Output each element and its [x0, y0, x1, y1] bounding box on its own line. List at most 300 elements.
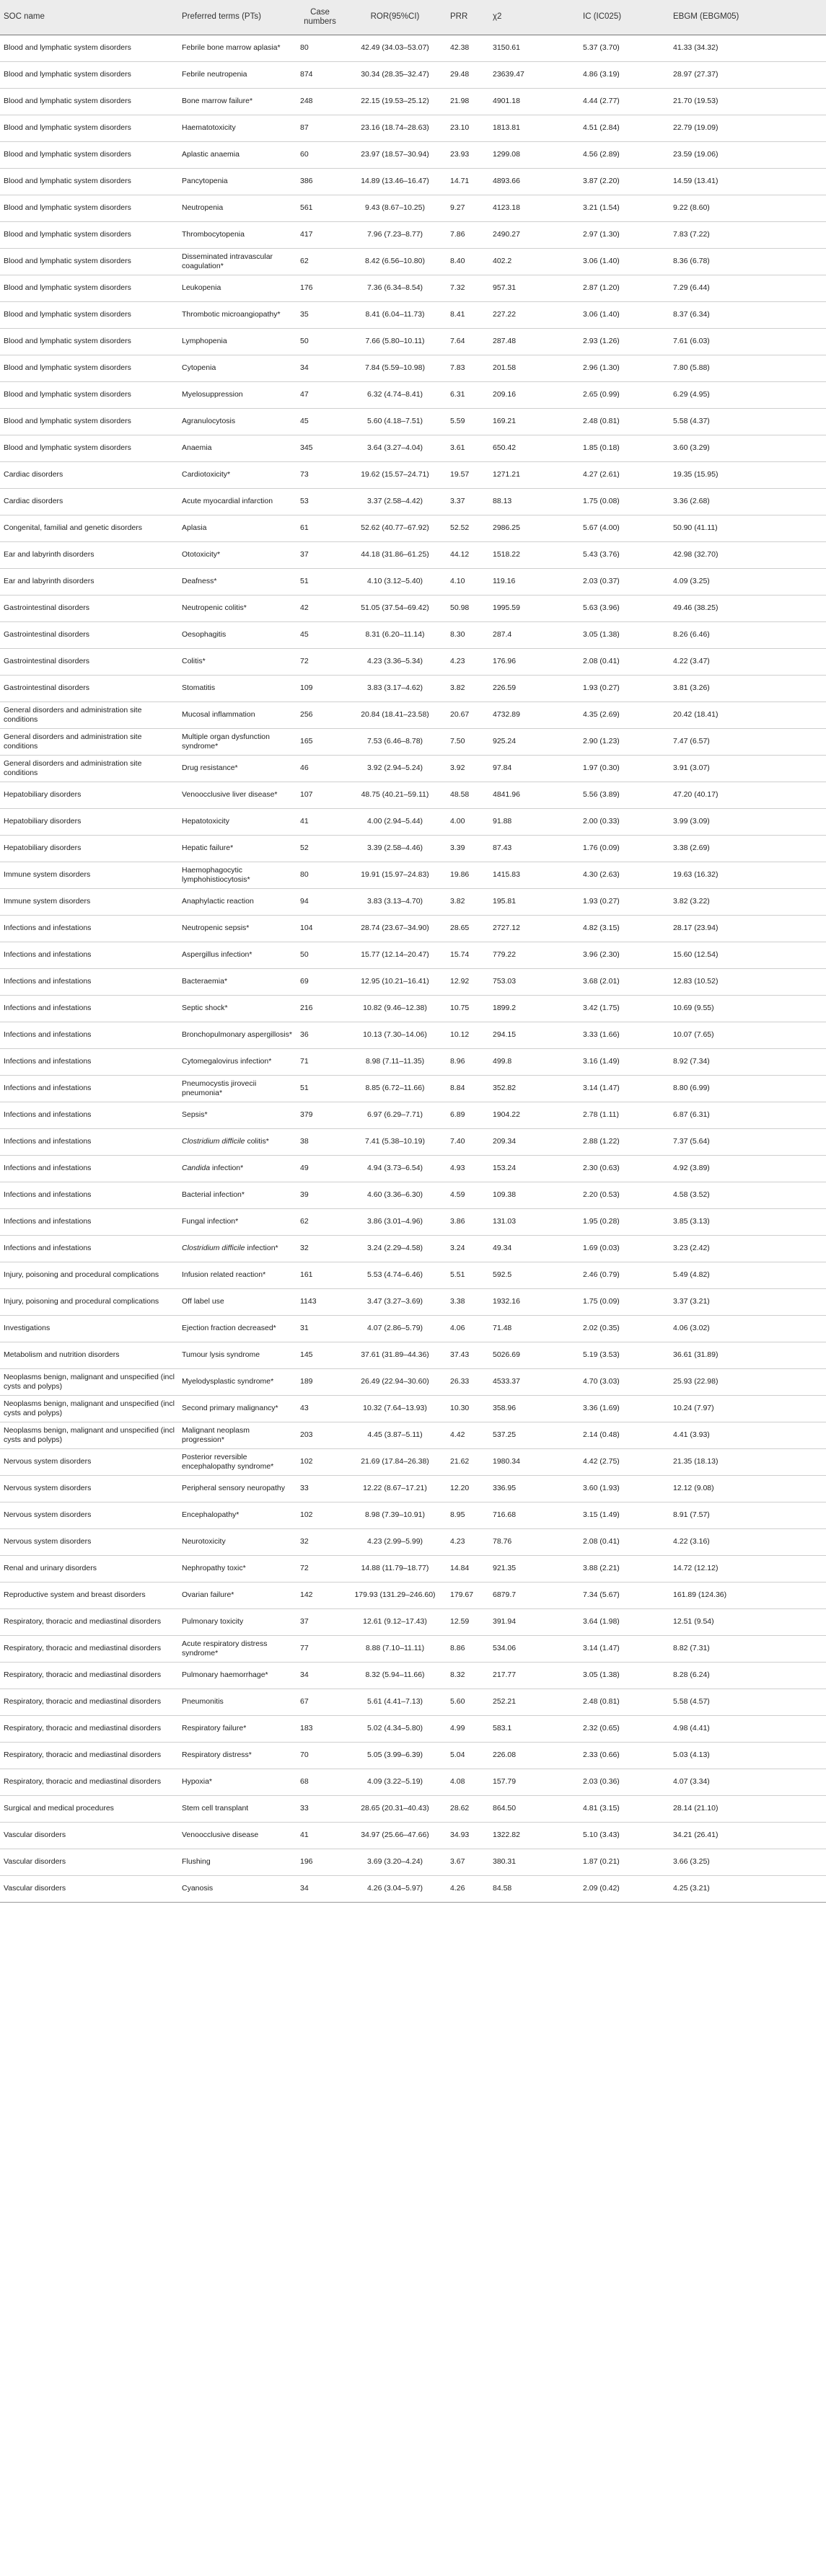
preferred-term-cell: Pulmonary haemorrhage*: [178, 1662, 296, 1688]
table-row: [0, 141, 826, 168]
chi-square-cell: 294.15: [489, 1022, 579, 1048]
ic-cell: 4.70 (3.03): [579, 1368, 669, 1395]
preferred-term-cell: Malignant neoplasm progression*: [178, 1422, 296, 1448]
prr-cell: 4.00: [447, 808, 489, 835]
ror-cell: 4.23 (3.36–5.34): [343, 648, 447, 675]
table-row: [0, 1422, 826, 1448]
prr-cell: 14.84: [447, 1555, 489, 1582]
chi-square-cell: 49.34: [489, 1235, 579, 1262]
ror-cell: 8.42 (6.56–10.80): [343, 248, 447, 275]
ic-cell: 2.97 (1.30): [579, 221, 669, 248]
soc-cell: Respiratory, thoracic and mediastinal disorders: [0, 1662, 178, 1688]
chi-square-cell: 6879.7: [489, 1582, 579, 1608]
ic-cell: 1.76 (0.09): [579, 835, 669, 862]
ror-cell: 12.61 (9.12–17.43): [343, 1608, 447, 1635]
chi-square-cell: 226.59: [489, 675, 579, 701]
case-number-cell: 102: [296, 1502, 343, 1528]
ebgm-cell: 4.07 (3.34): [669, 1769, 826, 1795]
preferred-term-cell: Febrile neutropenia: [178, 61, 296, 88]
chi-square-cell: 534.06: [489, 1635, 579, 1662]
case-number-cell: 61: [296, 515, 343, 541]
preferred-term-cell: Hepatotoxicity: [178, 808, 296, 835]
ebgm-cell: 3.38 (2.69): [669, 835, 826, 862]
table-row: [0, 675, 826, 701]
table-row: [0, 1155, 826, 1182]
chi-square-cell: 1518.22: [489, 541, 579, 568]
case-number-cell: 80: [296, 862, 343, 888]
chi-square-cell: 3150.61: [489, 35, 579, 61]
preferred-term-cell: Thrombocytopenia: [178, 221, 296, 248]
soc-cell: Vascular disorders: [0, 1822, 178, 1849]
table-row: [0, 1182, 826, 1208]
case-number-cell: 70: [296, 1742, 343, 1769]
soc-cell: Blood and lymphatic system disorders: [0, 61, 178, 88]
prr-cell: 6.89: [447, 1102, 489, 1128]
prr-cell: 21.98: [447, 88, 489, 115]
prr-cell: 3.61: [447, 435, 489, 461]
table-row: [0, 942, 826, 968]
preferred-term-cell: Multiple organ dysfunction syndrome*: [178, 728, 296, 755]
ror-cell: 10.32 (7.64–13.93): [343, 1395, 447, 1422]
prr-cell: 50.98: [447, 595, 489, 621]
ebgm-cell: 14.72 (12.12): [669, 1555, 826, 1582]
prr-cell: 8.30: [447, 621, 489, 648]
ror-cell: 8.88 (7.10–11.11): [343, 1635, 447, 1662]
prr-cell: 8.84: [447, 1075, 489, 1102]
case-number-cell: 145: [296, 1342, 343, 1368]
case-number-cell: 35: [296, 301, 343, 328]
preferred-term-cell: Myelosuppression: [178, 381, 296, 408]
ebgm-cell: 5.49 (4.82): [669, 1262, 826, 1288]
preferred-term-cell: Neutropenic colitis*: [178, 595, 296, 621]
soc-cell: Blood and lymphatic system disorders: [0, 355, 178, 381]
preferred-term-cell: Aplastic anaemia: [178, 141, 296, 168]
chi-square-cell: 957.31: [489, 275, 579, 301]
case-number-cell: 51: [296, 1075, 343, 1102]
preferred-term-cell: Second primary malignancy*: [178, 1395, 296, 1422]
ic-cell: 3.14 (1.47): [579, 1075, 669, 1102]
preferred-term-cell: Neurotoxicity: [178, 1528, 296, 1555]
prr-cell: 8.95: [447, 1502, 489, 1528]
ror-cell: 5.60 (4.18–7.51): [343, 408, 447, 435]
ror-cell: 3.83 (3.13–4.70): [343, 888, 447, 915]
ror-cell: 4.09 (3.22–5.19): [343, 1769, 447, 1795]
ic-cell: 3.06 (1.40): [579, 248, 669, 275]
preferred-term-cell: Leukopenia: [178, 275, 296, 301]
ror-cell: 3.47 (3.27–3.69): [343, 1288, 447, 1315]
table-row: [0, 1075, 826, 1102]
ic-cell: 5.56 (3.89): [579, 782, 669, 808]
soc-cell: Respiratory, thoracic and mediastinal disorders: [0, 1608, 178, 1635]
soc-cell: Ear and labyrinth disorders: [0, 568, 178, 595]
preferred-term-cell: Encephalopathy*: [178, 1502, 296, 1528]
chi-square-cell: 88.13: [489, 488, 579, 515]
ror-cell: 3.64 (3.27–4.04): [343, 435, 447, 461]
table-row: [0, 808, 826, 835]
table-row: [0, 621, 826, 648]
preferred-term-cell: Pneumocystis jirovecii pneumonia*: [178, 1075, 296, 1102]
chi-square-cell: 1980.34: [489, 1448, 579, 1475]
preferred-term-cell: Clostridium difficile colitis*: [178, 1128, 296, 1155]
ror-cell: 22.15 (19.53–25.12): [343, 88, 447, 115]
ic-cell: 4.35 (2.69): [579, 701, 669, 728]
case-number-cell: 31: [296, 1315, 343, 1342]
table-row: [0, 782, 826, 808]
ebgm-cell: 3.23 (2.42): [669, 1235, 826, 1262]
chi-square-cell: 592.5: [489, 1262, 579, 1288]
ic-cell: 3.36 (1.69): [579, 1395, 669, 1422]
chi-square-cell: 71.48: [489, 1315, 579, 1342]
table-row: [0, 1475, 826, 1502]
case-number-cell: 33: [296, 1475, 343, 1502]
prr-cell: 7.32: [447, 275, 489, 301]
preferred-term-cell: Off label use: [178, 1288, 296, 1315]
ebgm-cell: 3.66 (3.25): [669, 1849, 826, 1875]
case-number-cell: 37: [296, 1608, 343, 1635]
soc-cell: Infections and infestations: [0, 1128, 178, 1155]
ic-cell: 2.88 (1.22): [579, 1128, 669, 1155]
ebgm-cell: 21.35 (18.13): [669, 1448, 826, 1475]
ic-cell: 3.05 (1.38): [579, 1662, 669, 1688]
preferred-term-cell: Hepatic failure*: [178, 835, 296, 862]
ror-cell: 3.69 (3.20–4.24): [343, 1849, 447, 1875]
ror-cell: 28.74 (23.67–34.90): [343, 915, 447, 942]
soc-cell: Metabolism and nutrition disorders: [0, 1342, 178, 1368]
chi-square-cell: 1415.83: [489, 862, 579, 888]
table-row: [0, 1448, 826, 1475]
ic-cell: 1.95 (0.28): [579, 1208, 669, 1235]
chi-square-cell: 4533.37: [489, 1368, 579, 1395]
chi-square-cell: 157.79: [489, 1769, 579, 1795]
case-number-cell: 43: [296, 1395, 343, 1422]
soc-cell: Infections and infestations: [0, 995, 178, 1022]
ic-cell: 1.93 (0.27): [579, 888, 669, 915]
ic-cell: 4.42 (2.75): [579, 1448, 669, 1475]
header-chi-square: χ2: [489, 0, 579, 35]
chi-square-cell: 195.81: [489, 888, 579, 915]
preferred-term-cell: Pancytopenia: [178, 168, 296, 195]
prr-cell: 4.59: [447, 1182, 489, 1208]
soc-cell: Respiratory, thoracic and mediastinal disorders: [0, 1688, 178, 1715]
case-number-cell: 38: [296, 1128, 343, 1155]
preferred-term-cell: Infusion related reaction*: [178, 1262, 296, 1288]
soc-cell: General disorders and administration site conditions: [0, 701, 178, 728]
prr-cell: 52.52: [447, 515, 489, 541]
preferred-term-cell: Venoocclusive liver disease*: [178, 782, 296, 808]
table-row: [0, 1502, 826, 1528]
ror-cell: 6.32 (4.74–8.41): [343, 381, 447, 408]
soc-cell: Infections and infestations: [0, 1235, 178, 1262]
case-number-cell: 32: [296, 1235, 343, 1262]
soc-cell: Immune system disorders: [0, 888, 178, 915]
preferred-term-cell: Neutropenic sepsis*: [178, 915, 296, 942]
prr-cell: 3.82: [447, 888, 489, 915]
ebgm-cell: 10.24 (7.97): [669, 1395, 826, 1422]
ic-cell: 5.43 (3.76): [579, 541, 669, 568]
chi-square-cell: 153.24: [489, 1155, 579, 1182]
prr-cell: 3.24: [447, 1235, 489, 1262]
ic-cell: 5.37 (3.70): [579, 35, 669, 61]
preferred-term-cell: Neutropenia: [178, 195, 296, 221]
prr-cell: 10.30: [447, 1395, 489, 1422]
ic-cell: 2.09 (0.42): [579, 1875, 669, 1902]
ic-cell: 7.34 (5.67): [579, 1582, 669, 1608]
ic-cell: 1.85 (0.18): [579, 435, 669, 461]
ebgm-cell: 4.06 (3.02): [669, 1315, 826, 1342]
ic-cell: 3.15 (1.49): [579, 1502, 669, 1528]
ror-cell: 3.86 (3.01–4.96): [343, 1208, 447, 1235]
case-number-cell: 87: [296, 115, 343, 141]
soc-cell: Neoplasms benign, malignant and unspecified (incl cysts and polyps): [0, 1395, 178, 1422]
preferred-term-cell: Colitis*: [178, 648, 296, 675]
chi-square-cell: 537.25: [489, 1422, 579, 1448]
case-number-cell: 53: [296, 488, 343, 515]
chi-square-cell: 91.88: [489, 808, 579, 835]
prr-cell: 48.58: [447, 782, 489, 808]
ic-cell: 2.30 (0.63): [579, 1155, 669, 1182]
ic-cell: 2.00 (0.33): [579, 808, 669, 835]
ebgm-cell: 42.98 (32.70): [669, 541, 826, 568]
prr-cell: 34.93: [447, 1822, 489, 1849]
prr-cell: 4.23: [447, 1528, 489, 1555]
preferred-term-cell: Ejection fraction decreased*: [178, 1315, 296, 1342]
ic-cell: 2.20 (0.53): [579, 1182, 669, 1208]
ic-cell: 3.06 (1.40): [579, 301, 669, 328]
soc-cell: Gastrointestinal disorders: [0, 648, 178, 675]
soc-cell: Gastrointestinal disorders: [0, 675, 178, 701]
chi-square-cell: 2727.12: [489, 915, 579, 942]
soc-cell: Blood and lymphatic system disorders: [0, 435, 178, 461]
preferred-term-cell: Respiratory distress*: [178, 1742, 296, 1769]
ebgm-cell: 3.60 (3.29): [669, 435, 826, 461]
ebgm-cell: 28.14 (21.10): [669, 1795, 826, 1822]
chi-square-cell: 4893.66: [489, 168, 579, 195]
ic-cell: 3.05 (1.38): [579, 621, 669, 648]
case-number-cell: 77: [296, 1635, 343, 1662]
case-number-cell: 1143: [296, 1288, 343, 1315]
ror-cell: 4.23 (2.99–5.99): [343, 1528, 447, 1555]
table-row: [0, 701, 826, 728]
ror-cell: 37.61 (31.89–44.36): [343, 1342, 447, 1368]
ebgm-cell: 3.37 (3.21): [669, 1288, 826, 1315]
ebgm-cell: 12.83 (10.52): [669, 968, 826, 995]
ror-cell: 4.45 (3.87–5.11): [343, 1422, 447, 1448]
soc-cell: Congenital, familial and genetic disorders: [0, 515, 178, 541]
ror-cell: 5.53 (4.74–6.46): [343, 1262, 447, 1288]
soc-cell: Surgical and medical procedures: [0, 1795, 178, 1822]
ror-cell: 6.97 (6.29–7.71): [343, 1102, 447, 1128]
preferred-term-cell: Myelodysplastic syndrome*: [178, 1368, 296, 1395]
case-number-cell: 80: [296, 35, 343, 61]
prr-cell: 5.59: [447, 408, 489, 435]
table-row: [0, 541, 826, 568]
case-number-cell: 34: [296, 355, 343, 381]
ror-cell: 23.16 (18.74–28.63): [343, 115, 447, 141]
soc-cell: Infections and infestations: [0, 1022, 178, 1048]
ic-cell: 5.10 (3.43): [579, 1822, 669, 1849]
ebgm-cell: 41.33 (34.32): [669, 35, 826, 61]
ebgm-cell: 3.81 (3.26): [669, 675, 826, 701]
ebgm-cell: 25.93 (22.98): [669, 1368, 826, 1395]
chi-square-cell: 97.84: [489, 755, 579, 782]
soc-cell: Injury, poisoning and procedural complications: [0, 1262, 178, 1288]
ror-cell: 3.92 (2.94–5.24): [343, 755, 447, 782]
ror-cell: 7.84 (5.59–10.98): [343, 355, 447, 381]
ebgm-cell: 8.36 (6.78): [669, 248, 826, 275]
table-body: [0, 35, 826, 1902]
preferred-term-cell: Venoocclusive disease: [178, 1822, 296, 1849]
ic-cell: 2.32 (0.65): [579, 1715, 669, 1742]
table-row: [0, 1769, 826, 1795]
preferred-term-cell: Bronchopulmonary aspergillosis*: [178, 1022, 296, 1048]
case-number-cell: 109: [296, 675, 343, 701]
case-number-cell: 94: [296, 888, 343, 915]
ic-cell: 2.02 (0.35): [579, 1315, 669, 1342]
preferred-term-cell: Febrile bone marrow aplasia*: [178, 35, 296, 61]
ic-cell: 2.78 (1.11): [579, 1102, 669, 1128]
case-number-cell: 216: [296, 995, 343, 1022]
prr-cell: 6.31: [447, 381, 489, 408]
table-row: [0, 275, 826, 301]
ebgm-cell: 5.58 (4.37): [669, 408, 826, 435]
case-number-cell: 41: [296, 1822, 343, 1849]
soc-cell: Hepatobiliary disorders: [0, 782, 178, 808]
prr-cell: 3.67: [447, 1849, 489, 1875]
ebgm-cell: 7.29 (6.44): [669, 275, 826, 301]
prr-cell: 3.38: [447, 1288, 489, 1315]
ebgm-cell: 36.61 (31.89): [669, 1342, 826, 1368]
ic-cell: 3.64 (1.98): [579, 1608, 669, 1635]
preferred-term-cell: Sepsis*: [178, 1102, 296, 1128]
soc-cell: General disorders and administration site conditions: [0, 728, 178, 755]
case-number-cell: 45: [296, 408, 343, 435]
ror-cell: 48.75 (40.21–59.11): [343, 782, 447, 808]
soc-cell: Reproductive system and breast disorders: [0, 1582, 178, 1608]
preferred-term-cell: Respiratory failure*: [178, 1715, 296, 1742]
prr-cell: 37.43: [447, 1342, 489, 1368]
ic-cell: 2.96 (1.30): [579, 355, 669, 381]
ror-cell: 7.41 (5.38–10.19): [343, 1128, 447, 1155]
ic-cell: 5.67 (4.00): [579, 515, 669, 541]
preferred-term-cell: Mucosal inflammation: [178, 701, 296, 728]
case-number-cell: 379: [296, 1102, 343, 1128]
ror-cell: 8.41 (6.04–11.73): [343, 301, 447, 328]
prr-cell: 28.65: [447, 915, 489, 942]
ror-cell: 23.97 (18.57–30.94): [343, 141, 447, 168]
soc-cell: Injury, poisoning and procedural complications: [0, 1288, 178, 1315]
soc-cell: Nervous system disorders: [0, 1528, 178, 1555]
table-row: [0, 1368, 826, 1395]
prr-cell: 8.96: [447, 1048, 489, 1075]
soc-cell: Blood and lymphatic system disorders: [0, 301, 178, 328]
header-preferred-terms: Preferred terms (PTs): [178, 0, 296, 35]
ror-cell: 28.65 (20.31–40.43): [343, 1795, 447, 1822]
table-row: [0, 1288, 826, 1315]
ic-cell: 2.48 (0.81): [579, 408, 669, 435]
ror-cell: 4.00 (2.94–5.44): [343, 808, 447, 835]
ebgm-cell: 14.59 (13.41): [669, 168, 826, 195]
chi-square-cell: 176.96: [489, 648, 579, 675]
ror-cell: 179.93 (131.29–246.60): [343, 1582, 447, 1608]
prr-cell: 4.06: [447, 1315, 489, 1342]
ror-cell: 5.05 (3.99–6.39): [343, 1742, 447, 1769]
prr-cell: 12.20: [447, 1475, 489, 1502]
ror-cell: 15.77 (12.14–20.47): [343, 942, 447, 968]
ebgm-cell: 8.37 (6.34): [669, 301, 826, 328]
case-number-cell: 69: [296, 968, 343, 995]
table-row: [0, 995, 826, 1022]
ebgm-cell: 28.17 (23.94): [669, 915, 826, 942]
table-row: [0, 648, 826, 675]
table-row: [0, 1048, 826, 1075]
table-row: [0, 1102, 826, 1128]
case-number-cell: 62: [296, 248, 343, 275]
soc-cell: Ear and labyrinth disorders: [0, 541, 178, 568]
chi-square-cell: 358.96: [489, 1395, 579, 1422]
ebgm-cell: 4.41 (3.93): [669, 1422, 826, 1448]
prr-cell: 28.62: [447, 1795, 489, 1822]
table-row: [0, 88, 826, 115]
ebgm-cell: 161.89 (124.36): [669, 1582, 826, 1608]
chi-square-cell: 84.58: [489, 1875, 579, 1902]
chi-square-cell: 209.16: [489, 381, 579, 408]
ebgm-cell: 6.87 (6.31): [669, 1102, 826, 1128]
ror-cell: 4.07 (2.86–5.79): [343, 1315, 447, 1342]
prr-cell: 29.48: [447, 61, 489, 88]
case-number-cell: 37: [296, 541, 343, 568]
ic-cell: 4.44 (2.77): [579, 88, 669, 115]
table-row: [0, 195, 826, 221]
preferred-term-cell: Tumour lysis syndrome: [178, 1342, 296, 1368]
preferred-term-cell: Oesophagitis: [178, 621, 296, 648]
ror-cell: 19.91 (15.97–24.83): [343, 862, 447, 888]
soc-cell: Nervous system disorders: [0, 1502, 178, 1528]
prr-cell: 3.39: [447, 835, 489, 862]
ebgm-cell: 7.61 (6.03): [669, 328, 826, 355]
prr-cell: 3.37: [447, 488, 489, 515]
ror-cell: 4.60 (3.36–6.30): [343, 1182, 447, 1208]
case-number-cell: 386: [296, 168, 343, 195]
table-row: [0, 515, 826, 541]
ror-cell: 51.05 (37.54–69.42): [343, 595, 447, 621]
table-row: [0, 1662, 826, 1688]
case-number-cell: 50: [296, 328, 343, 355]
ebgm-cell: 10.07 (7.65): [669, 1022, 826, 1048]
soc-cell: Neoplasms benign, malignant and unspecified (incl cysts and polyps): [0, 1368, 178, 1395]
table-row: [0, 862, 826, 888]
table-row: [0, 568, 826, 595]
chi-square-cell: 252.21: [489, 1688, 579, 1715]
table-row: [0, 728, 826, 755]
ebgm-cell: 50.90 (41.11): [669, 515, 826, 541]
chi-square-cell: 78.76: [489, 1528, 579, 1555]
prr-cell: 3.82: [447, 675, 489, 701]
ebgm-cell: 4.25 (3.21): [669, 1875, 826, 1902]
ror-cell: 8.32 (5.94–11.66): [343, 1662, 447, 1688]
preferred-term-cell: Bone marrow failure*: [178, 88, 296, 115]
soc-cell: Blood and lymphatic system disorders: [0, 248, 178, 275]
ebgm-cell: 12.51 (9.54): [669, 1608, 826, 1635]
case-number-cell: 34: [296, 1662, 343, 1688]
ebgm-cell: 4.98 (4.41): [669, 1715, 826, 1742]
ror-cell: 7.36 (6.34–8.54): [343, 275, 447, 301]
table-row: [0, 35, 826, 61]
table-row: [0, 1315, 826, 1342]
header-ic: IC (IC025): [579, 0, 669, 35]
preferred-term-cell: Acute respiratory distress syndrome*: [178, 1635, 296, 1662]
case-number-cell: 874: [296, 61, 343, 88]
ic-cell: 3.68 (2.01): [579, 968, 669, 995]
